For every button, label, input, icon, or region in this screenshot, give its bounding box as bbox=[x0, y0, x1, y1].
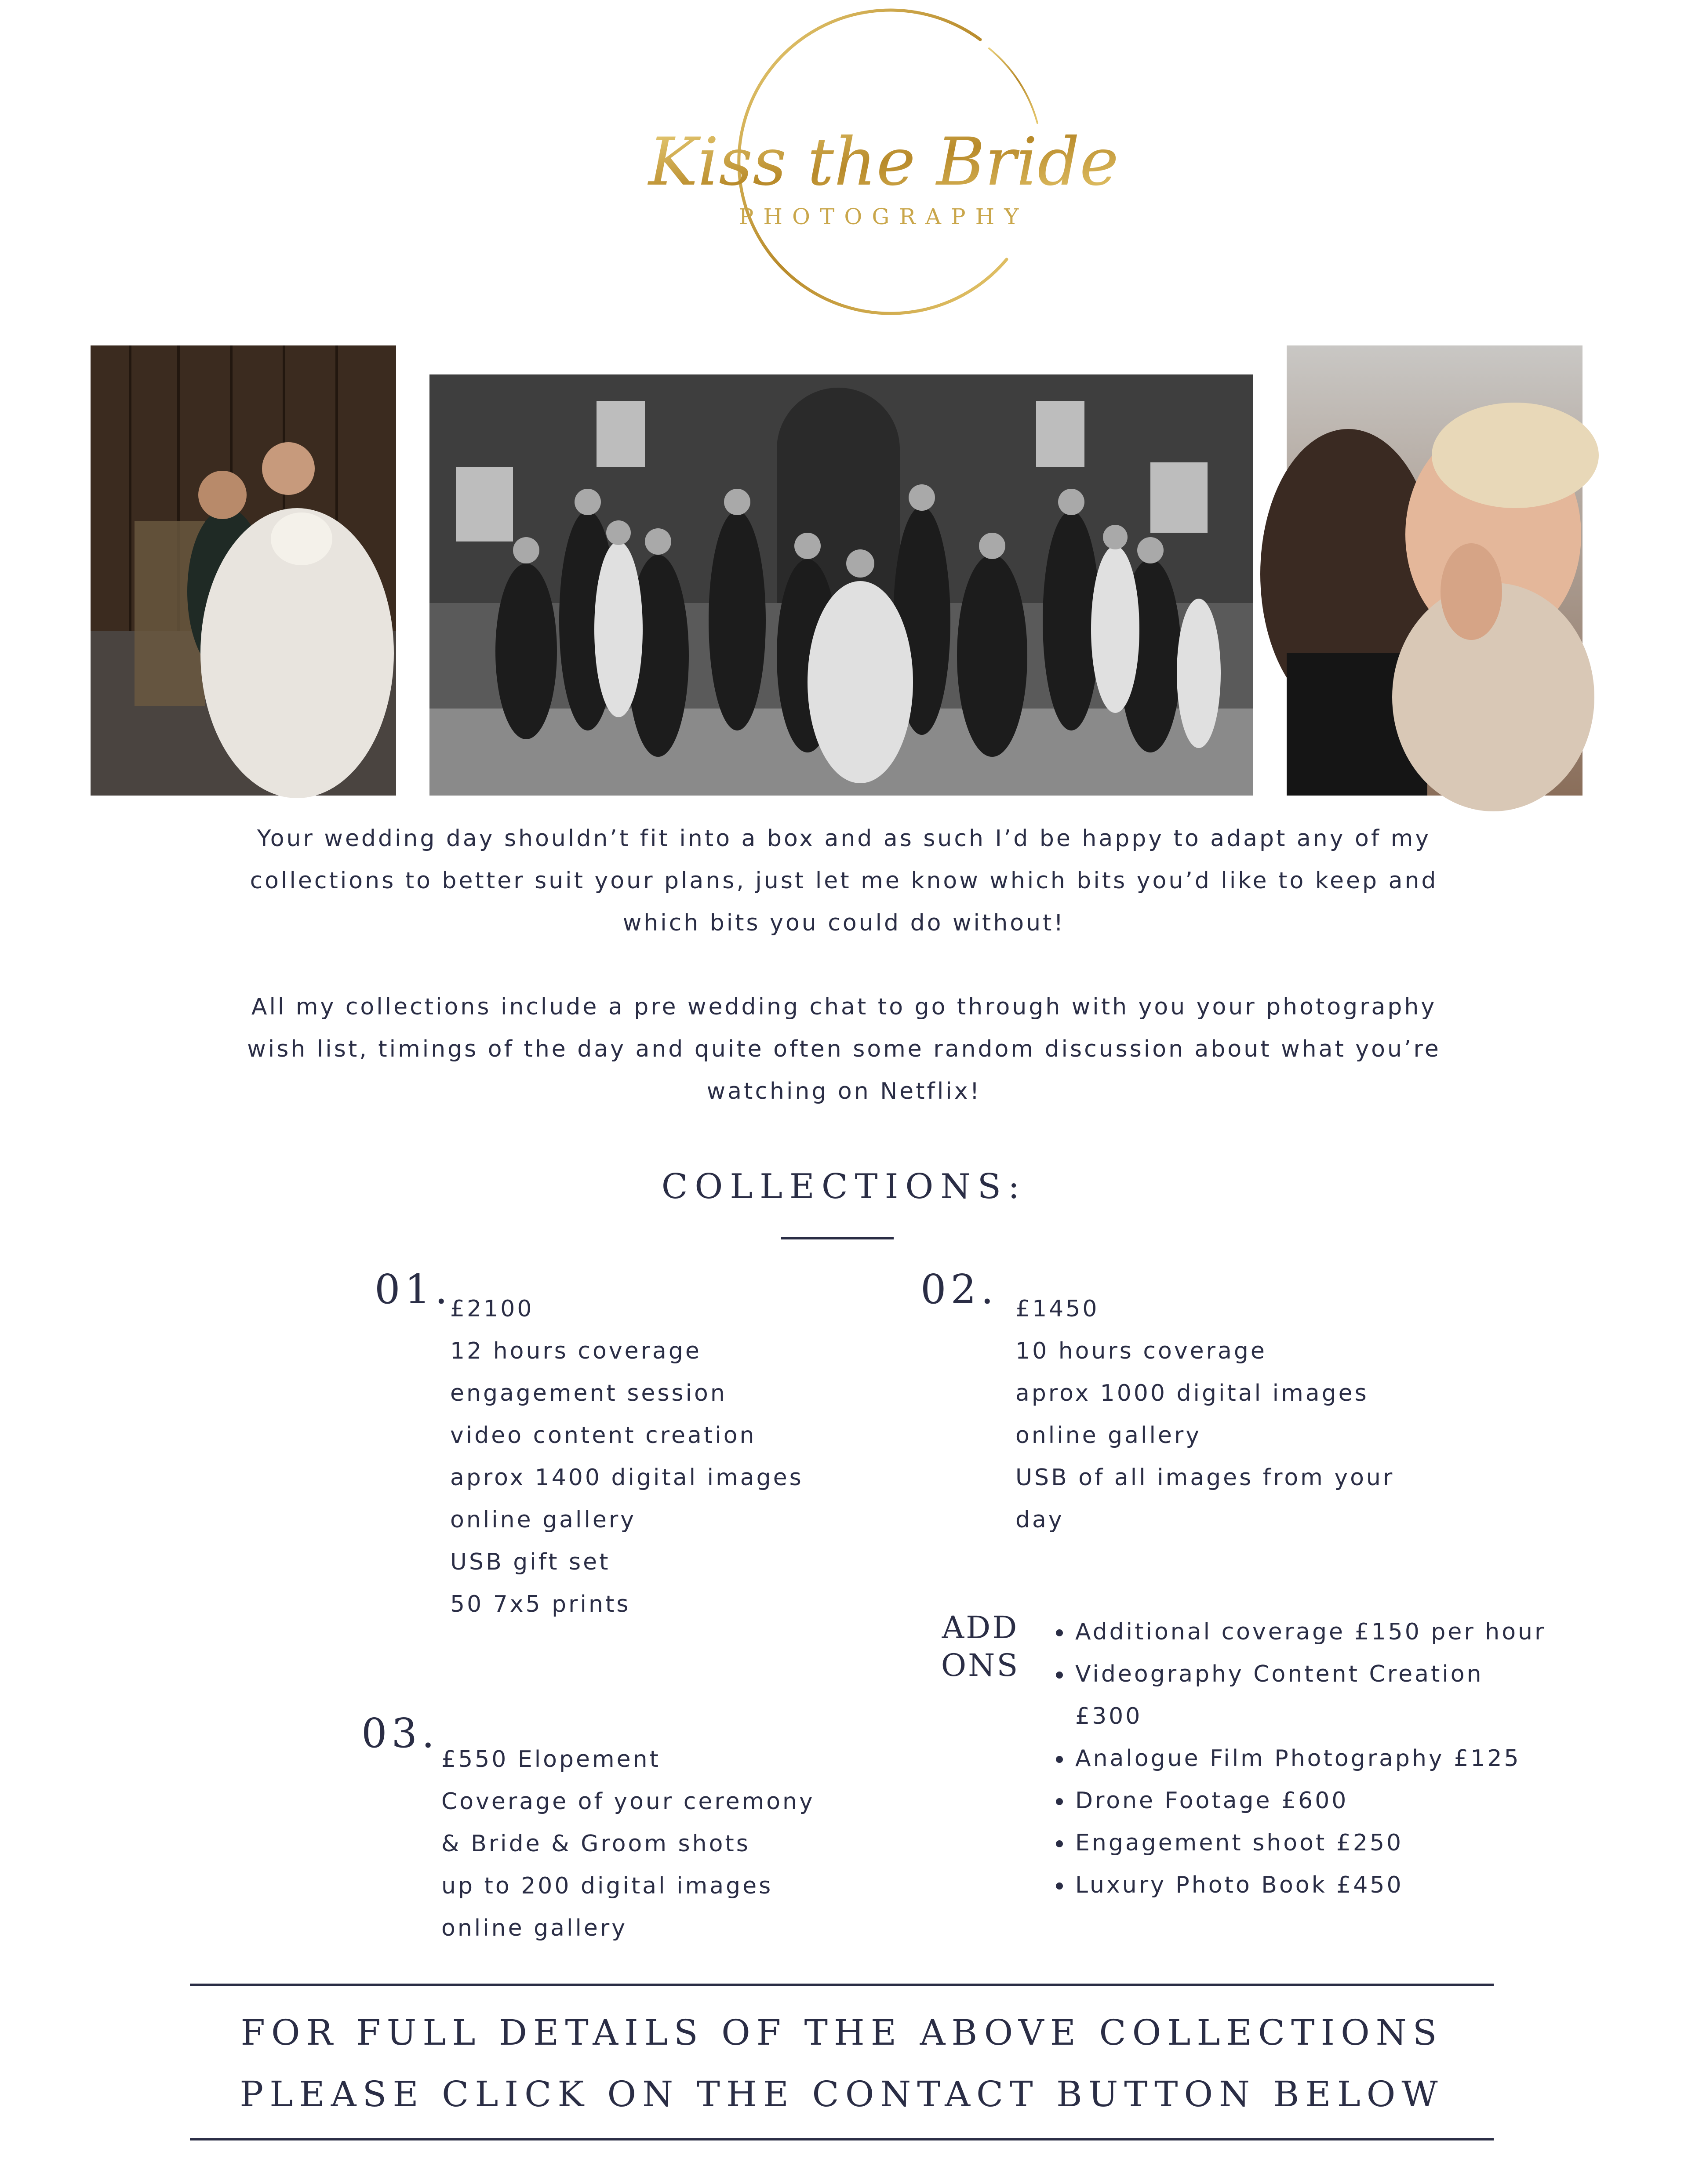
footer-divider-bottom bbox=[190, 2138, 1494, 2140]
list-item: USB of all images from your day bbox=[1015, 1464, 1395, 1533]
collections-heading: COLLECTIONS: bbox=[661, 1167, 1027, 1206]
addons-label bbox=[932, 1609, 1029, 1684]
list-item: online gallery bbox=[450, 1507, 637, 1533]
brand-logo bbox=[648, 13, 1119, 338]
footer-line-1: FOR FULL DETAILS OF THE ABOVE COLLECTIONS bbox=[240, 2012, 1443, 2053]
list-item: online gallery bbox=[1015, 1422, 1202, 1449]
addons-label-line-2: ONS bbox=[941, 1647, 1020, 1683]
intro-paragraph-1: Your wedding day shouldn’t fit into a box and as such I’d be happy to adapt any of my collections to better suit your plans, just let me know which bits you’d like to keep and which bits you could do without! bbox=[250, 825, 1438, 936]
couple-embrace-photo bbox=[1287, 345, 1582, 796]
collection-number-3: 03. bbox=[361, 1710, 439, 1757]
footer-divider-top bbox=[190, 1984, 1494, 1986]
footer-line-2: PLEASE CLICK ON THE CONTACT BUTTON BELOW bbox=[240, 2074, 1444, 2115]
list-item: engagement session bbox=[450, 1380, 727, 1406]
list-item: • Additional coverage £150 per hour bbox=[1073, 1611, 1556, 1653]
list-item: Coverage of your ceremony bbox=[441, 1788, 815, 1815]
collection-1-price: £2100 bbox=[450, 1296, 534, 1322]
list-item: • Videography Content Creation £300 bbox=[1073, 1653, 1556, 1737]
list-item: aprox 1400 digital images bbox=[450, 1464, 804, 1491]
list-item: • Drone Footage £600 bbox=[1073, 1780, 1556, 1822]
list-item: video content creation bbox=[450, 1422, 757, 1449]
list-item: 50 7x5 prints bbox=[450, 1591, 631, 1617]
list-item: up to 200 digital images bbox=[441, 1873, 773, 1899]
collection-2-list bbox=[1015, 1288, 1411, 1541]
intro-paragraph-2: All my collections include a pre wedding chat to go through with you your photography wish list, timings of the day and quite often some random discussion about what you’re watching on Netflix! bbox=[247, 994, 1441, 1105]
addons-list bbox=[1037, 1611, 1556, 1906]
logo-subtitle: PHOTOGRAPHY bbox=[738, 204, 1029, 229]
list-item: 10 hours coverage bbox=[1015, 1338, 1267, 1364]
collection-number-1: 01. bbox=[375, 1266, 452, 1313]
addons-label-line-1: ADD bbox=[942, 1610, 1019, 1646]
collection-1-list bbox=[450, 1288, 804, 1625]
collection-3-price: £550 Elopement bbox=[441, 1746, 661, 1773]
collection-2-price: £1450 bbox=[1015, 1296, 1099, 1322]
list-item: aprox 1000 digital images bbox=[1015, 1380, 1369, 1406]
collection-number-2: 02. bbox=[920, 1266, 998, 1313]
list-item: • Engagement shoot £250 bbox=[1073, 1822, 1556, 1864]
logo-script-text: Kiss the Bride bbox=[648, 124, 1119, 200]
list-item: USB gift set bbox=[450, 1549, 611, 1575]
bride-groom-photo bbox=[91, 345, 396, 796]
list-item: • Luxury Photo Book £450 bbox=[1073, 1864, 1556, 1906]
heading-divider bbox=[781, 1237, 894, 1239]
collection-3-list bbox=[441, 1738, 815, 1949]
logo-graphic bbox=[648, 13, 1119, 338]
list-item: & Bride & Groom shots bbox=[441, 1831, 750, 1857]
wedding-party-photo bbox=[429, 374, 1253, 796]
list-item: online gallery bbox=[441, 1915, 628, 1941]
list-item: 12 hours coverage bbox=[450, 1338, 702, 1364]
list-item: • Analogue Film Photography £125 bbox=[1073, 1737, 1556, 1780]
